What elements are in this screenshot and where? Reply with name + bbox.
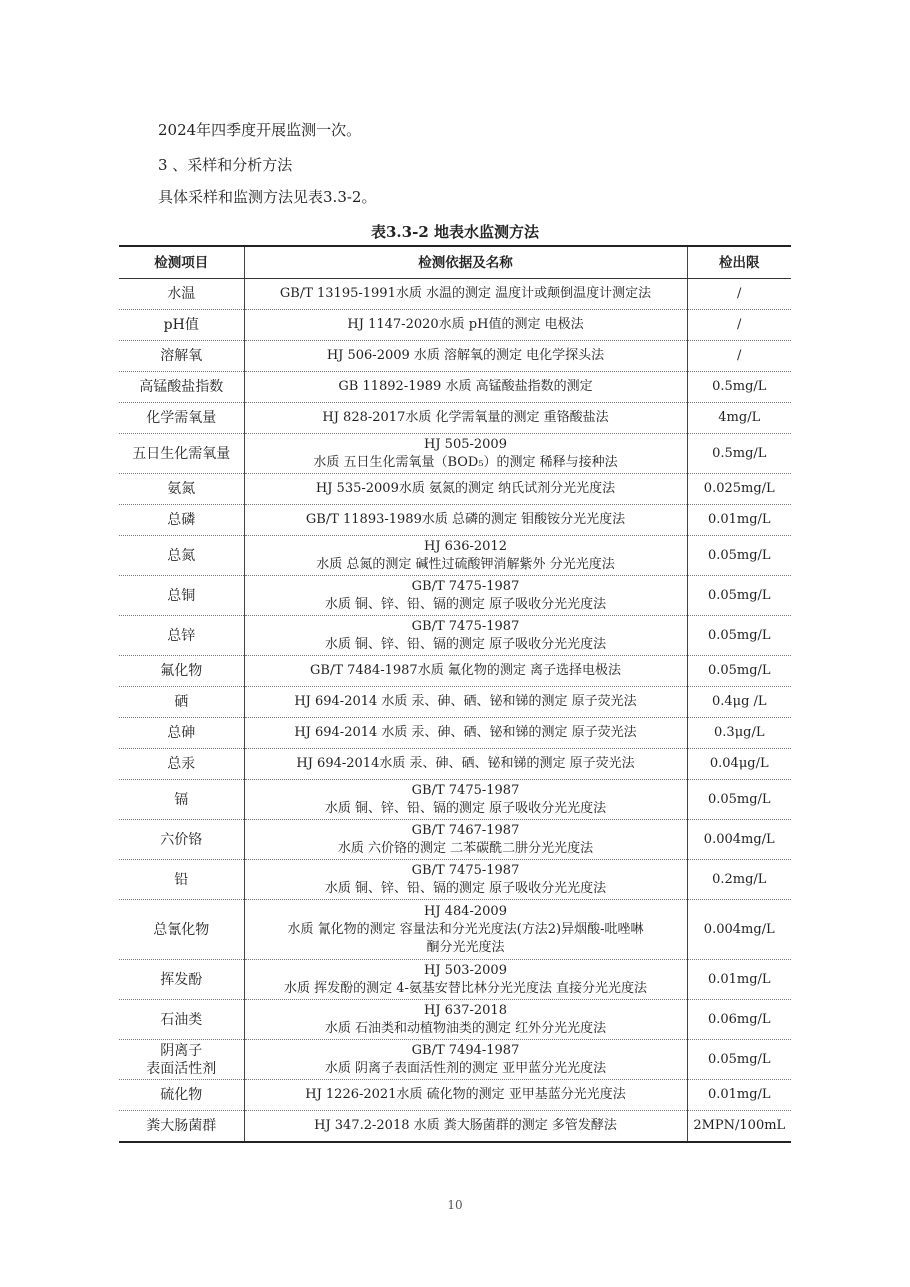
cell-method-line: 水质 铜、锌、铅、镉的测定 原子吸收分光光度法: [324, 596, 607, 612]
cell-method: [244, 1080, 687, 1111]
cell-item: 总汞: [119, 749, 244, 780]
cell-method-line: GB/T 7475-1987: [411, 862, 520, 878]
cell-method: [244, 474, 687, 505]
cell-item: 石油类: [119, 1000, 244, 1040]
cell-item: pH值: [119, 310, 244, 341]
cell-method-line: HJ 636-2012: [424, 538, 507, 554]
cell-limit: 2MPN/100mL: [687, 1111, 791, 1142]
cell-method: [244, 656, 687, 687]
cell-method: [244, 505, 687, 536]
table-row: [119, 780, 791, 820]
cell-limit: 0.4μg /L: [687, 687, 791, 718]
cell-limit: 0.5mg/L: [687, 434, 791, 474]
cell-method-line: GB/T 7484-1987水质 氟化物的测定 离子选择电极法: [310, 663, 621, 678]
cell-limit: 0.04μg/L: [687, 749, 791, 780]
cell-item: 挥发酚: [119, 960, 244, 1000]
cell-limit: 0.3μg/L: [687, 718, 791, 749]
cell-method-line: HJ 828-2017水质 化学需氧量的测定 重铬酸盐法: [322, 410, 609, 425]
cell-method-line: 水质 石油类和动植物油类的测定 红外分光光度法: [324, 1020, 607, 1036]
table-row: [119, 372, 791, 403]
cell-item: 粪大肠菌群: [146, 1117, 217, 1134]
cell-item: 氟化物: [119, 656, 244, 687]
table-row: [119, 505, 791, 536]
cell-method: [244, 310, 687, 341]
table-row: [119, 310, 791, 341]
table-row: [119, 1111, 791, 1142]
cell-method: [244, 536, 687, 576]
cell-method-line: HJ 694-2014 水质 汞、砷、硒、铋和锑的测定 原子荧光法: [294, 694, 637, 709]
cell-method: [244, 341, 687, 372]
cell-method-line: HJ 505-2009: [424, 436, 507, 452]
table-row: [119, 341, 791, 372]
cell-method: [244, 616, 687, 656]
cell-method-line: HJ 503-2009: [424, 962, 507, 978]
cell-limit: 0.2mg/L: [687, 860, 791, 900]
cell-method-line: 水质 铜、锌、铅、镉的测定 原子吸收分光光度法: [324, 880, 607, 896]
table-row: [119, 687, 791, 718]
cell-method: [244, 749, 687, 780]
section-heading: 3 、采样和分析方法: [158, 156, 293, 174]
cell-item: 氨氮: [119, 474, 244, 505]
cell-item-line: 表面活性剂: [146, 1060, 217, 1077]
cell-item: 总砷: [119, 718, 244, 749]
cell-method-line: HJ 506-2009 水质 溶解氧的测定 电化学探头法: [326, 348, 605, 363]
cell-method: [244, 1111, 687, 1142]
cell-limit: 0.05mg/L: [687, 616, 791, 656]
table-row: [119, 1040, 791, 1080]
header-method: 检测依据及名称: [244, 246, 687, 279]
cell-method: [244, 279, 687, 310]
body-paragraph-2: 具体采样和监测方法见表3.3-2。: [158, 188, 377, 206]
table-row: [119, 960, 791, 1000]
cell-item: 六价铬: [119, 820, 244, 860]
cell-method-line: HJ 484-2009: [424, 903, 507, 919]
table-row: [119, 1000, 791, 1040]
cell-item: 高锰酸盐指数: [119, 372, 244, 403]
cell-method: [244, 860, 687, 900]
cell-method: [244, 1040, 687, 1080]
cell-item: 总氮: [119, 536, 244, 576]
cell-limit: 0.5mg/L: [687, 372, 791, 403]
cell-item: 水温: [119, 279, 244, 310]
cell-item: 总锌: [119, 616, 244, 656]
cell-limit: 0.01mg/L: [687, 505, 791, 536]
cell-item: 总磷: [119, 505, 244, 536]
cell-method-line: GB/T 13195-1991水质 水温的测定 温度计或颠倒温度计测定法: [279, 286, 652, 301]
cell-item: 溶解氧: [119, 341, 244, 372]
header-limit: 检出限: [687, 246, 791, 279]
cell-limit: 0.06mg/L: [687, 1000, 791, 1040]
table-row: [119, 860, 791, 900]
cell-method: [244, 372, 687, 403]
cell-limit: 0.05mg/L: [687, 656, 791, 687]
cell-method-line: 水质 总氮的测定 碱性过硫酸钾消解紫外 分光光度法: [316, 556, 615, 572]
cell-limit: /: [687, 341, 791, 372]
cell-method-line: HJ 694-2014 水质 汞、砷、硒、铋和锑的测定 原子荧光法: [294, 725, 637, 740]
table-row: [119, 749, 791, 780]
cell-method: [244, 687, 687, 718]
table-row: [119, 576, 791, 616]
cell-method: [244, 780, 687, 820]
cell-method-line: 水质 阴离子表面活性剂的测定 亚甲蓝分光光度法: [324, 1060, 607, 1076]
cell-method-line: 水质 氰化物的测定 容量法和分光光度法(方法2)异烟酸-吡唑啉: [287, 921, 644, 937]
cell-limit: 0.004mg/L: [687, 900, 791, 960]
cell-method-line: GB/T 7467-1987: [411, 822, 520, 838]
table-row: [119, 474, 791, 505]
table-row: [119, 279, 791, 310]
cell-method-line: HJ 694-2014水质 汞、砷、硒、铋和锑的测定 原子荧光法: [296, 756, 635, 771]
table-row: [119, 403, 791, 434]
cell-method: [244, 576, 687, 616]
cell-limit: 4mg/L: [687, 403, 791, 434]
cell-method-line: GB/T 7475-1987: [411, 578, 520, 594]
cell-method-line: HJ 1147-2020水质 pH值的测定 电极法: [347, 317, 584, 332]
cell-limit: 0.05mg/L: [687, 576, 791, 616]
cell-item: 硫化物: [119, 1080, 244, 1111]
cell-method: [244, 900, 687, 960]
monitoring-methods-table: [119, 245, 791, 1143]
cell-item: 五日生化需氧量: [119, 434, 244, 474]
body-paragraph-1: 2024年四季度开展监测一次。: [158, 121, 362, 139]
table-caption: 表3.3-2 地表水监测方法: [371, 223, 539, 241]
cell-method-line: 水质 六价铬的测定 二苯碳酰二肼分光光度法: [337, 840, 594, 856]
header-item: 检测项目: [119, 246, 244, 279]
cell-method: [244, 403, 687, 434]
cell-limit: /: [687, 310, 791, 341]
cell-method-line: 水质 铜、锌、铅、镉的测定 原子吸收分光光度法: [324, 636, 607, 652]
cell-method-line: 水质 铜、锌、铅、镉的测定 原子吸收分光光度法: [324, 800, 607, 816]
cell-limit: 0.01mg/L: [687, 1080, 791, 1111]
cell-limit: 0.025mg/L: [687, 474, 791, 505]
cell-limit: 0.05mg/L: [687, 1040, 791, 1080]
cell-limit: 0.05mg/L: [687, 780, 791, 820]
table-row: [119, 718, 791, 749]
cell-method: [244, 434, 687, 474]
cell-method-line: HJ 1226-2021水质 硫化物的测定 亚甲基蓝分光光度法: [305, 1087, 626, 1102]
table-header-row: [119, 246, 791, 279]
cell-item: 化学需氧量: [119, 403, 244, 434]
cell-method: [244, 960, 687, 1000]
table-row: [119, 616, 791, 656]
cell-item: 硒: [119, 687, 244, 718]
cell-method-line: 酮分光光度法: [426, 939, 505, 955]
page-number: 10: [447, 1198, 463, 1212]
cell-method-line: GB/T 11893-1989水质 总磷的测定 钼酸铵分光光度法: [305, 512, 626, 527]
table-row: [119, 656, 791, 687]
cell-item: 镉: [119, 780, 244, 820]
cell-method-line: GB 11892-1989 水质 高锰酸盐指数的测定: [338, 379, 593, 394]
table-row: [119, 434, 791, 474]
table-row: [119, 1080, 791, 1111]
cell-method-line: 水质 五日生化需氧量（BOD₅）的测定 稀释与接种法: [313, 454, 618, 470]
table-row: [119, 900, 791, 960]
cell-limit: 0.05mg/L: [687, 536, 791, 576]
cell-item: [119, 1040, 244, 1080]
cell-limit: 0.01mg/L: [687, 960, 791, 1000]
table-row: [119, 536, 791, 576]
cell-method-line: GB/T 7494-1987: [411, 1042, 520, 1058]
cell-method: [244, 1000, 687, 1040]
cell-method-line: GB/T 7475-1987: [411, 618, 520, 634]
cell-limit: /: [687, 279, 791, 310]
cell-method-line: 水质 挥发酚的测定 4-氨基安替比林分光光度法 直接分光光度法: [283, 980, 648, 996]
cell-method-line: HJ 637-2018: [424, 1002, 507, 1018]
cell-item: 总铜: [119, 576, 244, 616]
cell-method-line: GB/T 7475-1987: [411, 782, 520, 798]
cell-item: 铅: [119, 860, 244, 900]
cell-method-line: HJ 535-2009水质 氨氮的测定 纳氏试剂分光光度法: [315, 481, 616, 496]
cell-item-line: 阴离子: [160, 1042, 203, 1059]
table-row: [119, 820, 791, 860]
cell-method-line: HJ 347.2-2018 水质 粪大肠菌群的测定 多管发酵法: [314, 1117, 617, 1133]
cell-method: [244, 718, 687, 749]
cell-item: 总氰化物: [119, 900, 244, 960]
cell-method: [244, 820, 687, 860]
cell-limit: 0.004mg/L: [687, 820, 791, 860]
